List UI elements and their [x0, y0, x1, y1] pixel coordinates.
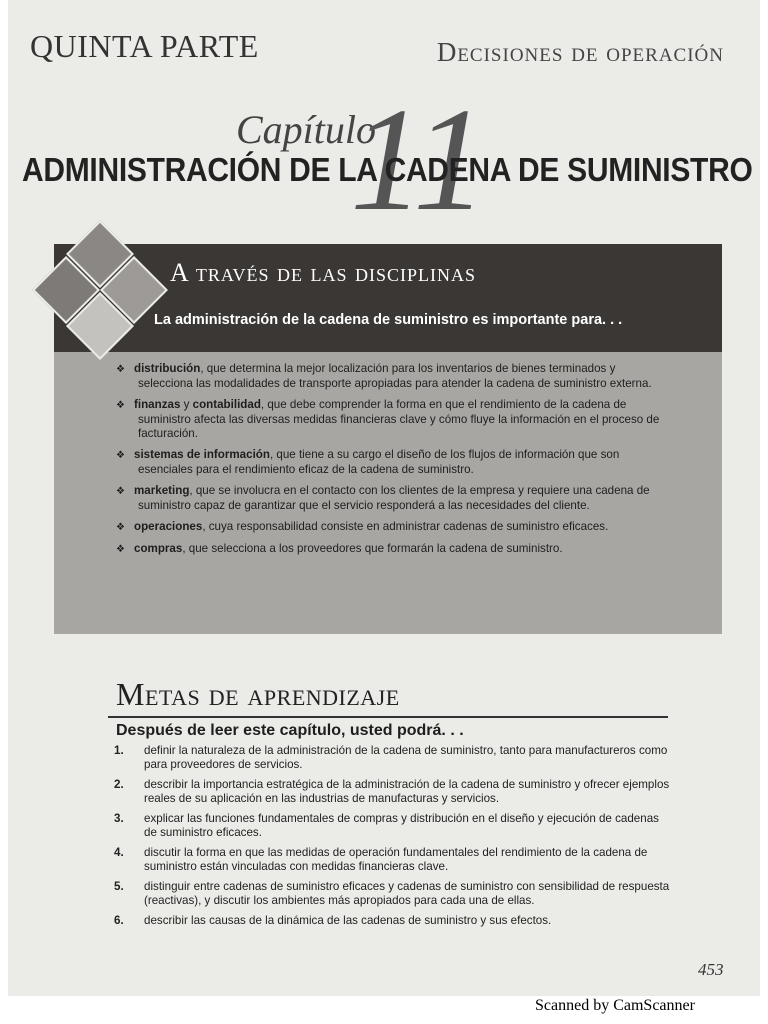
goals-lead: Después de leer este capítulo, usted podrá. . . — [116, 722, 464, 739]
part-heading: QUINTA PARTE — [30, 28, 259, 64]
list-item: ❖ compras, que selecciona a los proveedores que formarán la cadena de suministro. — [116, 542, 563, 555]
diamond-bullet-icon: ❖ — [116, 450, 125, 461]
chapter-title: ADMINISTRACIÓN DE LA CADENA DE SUMINISTRO — [22, 152, 753, 189]
list-item: ❖ finanzas y contabilidad, que debe comprender la forma en que el rendimiento de la cadena de suministro afecta las diversas medidas financieras clave y cómo fluye la información en el proceso de facturación. — [116, 398, 660, 440]
goals-title: Metas de aprendizaje — [116, 676, 400, 712]
goal-item: 4. discutir la forma en que las medidas de operación fundamentales del rendimiento de la cadena de suministro están vinculadas con medidas financieras clave. — [114, 846, 648, 873]
chapter-number: 11 — [350, 78, 488, 242]
goal-item: 2. describir la importancia estratégica de la administración de la cadena de suministro y ofrecer ejemplos reales de su aplicación en las industrias de manufacturas y servicios. — [114, 778, 670, 805]
list-item: ❖ operaciones, cuya responsabilidad consiste en administrar cadenas de suministro eficaces. — [116, 520, 609, 533]
goal-item: 5. distinguir entre cadenas de suministro eficaces y cadenas de suministro con sensibilidad de respuesta (reactivas), y discutir los ambientes más apropiados para cada una de ellas. — [114, 880, 670, 907]
diamond-bullet-icon: ❖ — [116, 486, 125, 497]
book-page — [8, 0, 760, 996]
list-item: ❖ marketing, que se involucra en el contacto con los clientes de la empresa y requiere una cadena de suministro capaz de garantizar que el servicio responderá a las necesidades del cliente. — [116, 484, 650, 512]
diamond-bullet-icon: ❖ — [116, 364, 125, 375]
goals-divider — [108, 716, 668, 718]
disciplines-list — [116, 362, 668, 564]
chapter-word: Capítulo — [236, 107, 377, 152]
diamond-bullet-icon: ❖ — [116, 522, 125, 533]
goal-item: 3. explicar las funciones fundamentales de compras y distribución en el diseño y ejecución de cadenas de suministro eficaces. — [114, 812, 659, 839]
disciplines-title: A través de las disciplinas — [170, 258, 477, 287]
disciplines-subtitle: La administración de la cadena de suministro es importante para. . . — [154, 312, 623, 328]
scanner-watermark: Scanned by CamScanner — [535, 997, 695, 1014]
diamond-bullet-icon: ❖ — [116, 400, 125, 411]
diamond-bullet-icon: ❖ — [116, 544, 125, 555]
goal-item: 6. describir las causas de la dinámica de las cadenas de suministro y sus efectos. — [114, 914, 552, 927]
page-number: 453 — [698, 960, 724, 979]
section-heading: Decisiones de operación — [436, 37, 724, 67]
list-item: ❖ sistemas de información, que tiene a su cargo el diseño de los flujos de información que son esenciales para el rendimiento eficaz de la cadena de suministro. — [116, 448, 620, 476]
four-diamonds-ornament — [28, 222, 172, 366]
list-item: ❖ distribución, que determina la mejor localización para los inventarios de bienes terminados y selecciona las modalidades de transporte apropiadas para atender la cadena de suministro externa. — [116, 362, 652, 390]
goals-list — [114, 744, 674, 934]
goal-item: 1. definir la naturaleza de la administración de la cadena de suministro, tanto para manufactureros como para proveedores de servicios. — [114, 744, 668, 771]
